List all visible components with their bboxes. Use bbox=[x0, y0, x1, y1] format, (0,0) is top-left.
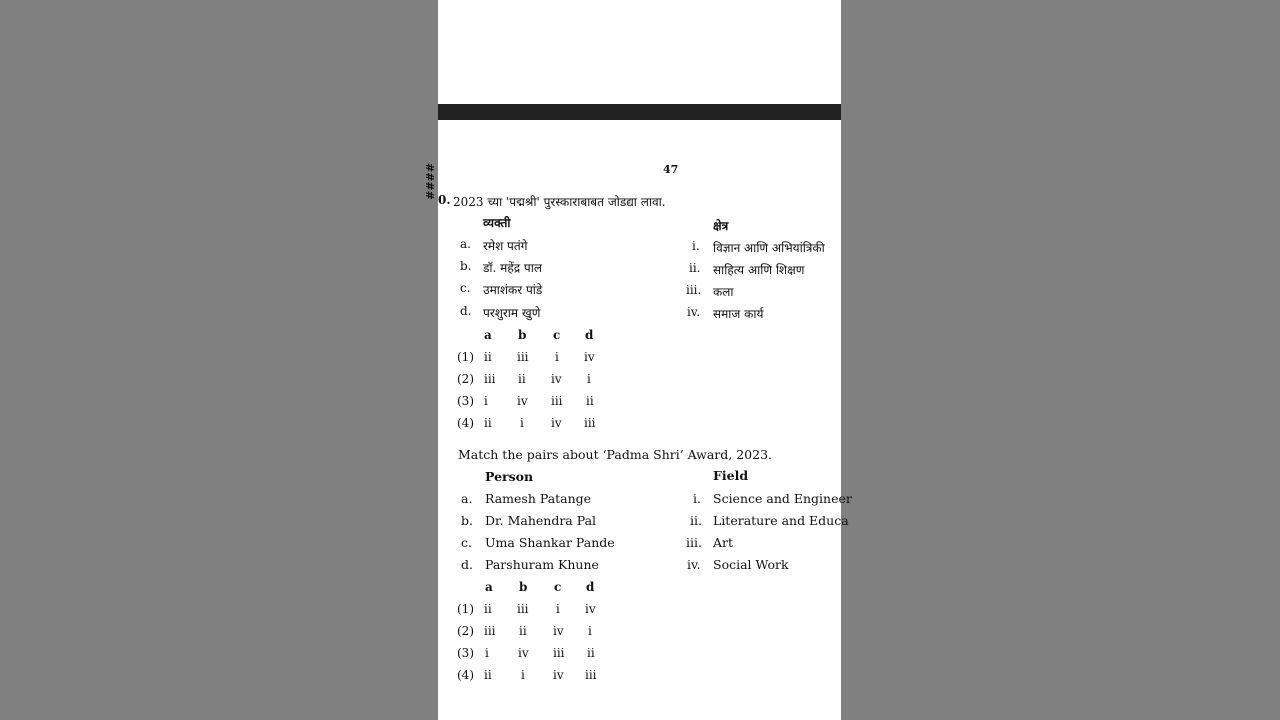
options-header: c bbox=[554, 580, 562, 594]
person-name: उमाशंकर पांडे bbox=[483, 283, 543, 297]
option-value: iv bbox=[553, 668, 564, 682]
option-value: iii bbox=[551, 394, 563, 408]
option-value: iii bbox=[585, 668, 597, 682]
field-name: Science and Engineer bbox=[713, 491, 852, 506]
options-header: b bbox=[519, 580, 528, 594]
field-header-english: Field bbox=[713, 468, 749, 483]
field-name: Art bbox=[713, 535, 734, 550]
person-name: Ramesh Patange bbox=[485, 491, 592, 506]
option-value: iv bbox=[553, 624, 564, 638]
option-value: iii bbox=[584, 416, 596, 430]
person-name: Uma Shankar Pande bbox=[485, 535, 615, 550]
field-numeral: iii. bbox=[686, 535, 702, 550]
option-value: ii bbox=[519, 624, 527, 638]
option-value: iii bbox=[484, 372, 496, 386]
field-name: कला bbox=[713, 285, 734, 299]
option-value: i bbox=[588, 624, 592, 638]
option-value: ii bbox=[484, 416, 492, 430]
option-value: iv bbox=[517, 394, 528, 408]
person-letter: b. bbox=[460, 259, 472, 273]
option-value: iv bbox=[551, 416, 562, 430]
option-value: ii bbox=[587, 646, 595, 660]
option-label: (1) bbox=[457, 350, 474, 364]
field-header-marathi: क्षेत्र bbox=[713, 219, 729, 233]
option-label: (3) bbox=[457, 394, 474, 408]
question-marathi: 2023 च्या 'पद्मश्री' पुरस्काराबाबत जोडद्या लावा. bbox=[453, 195, 666, 209]
person-letter: d. bbox=[461, 557, 473, 572]
exam-page bbox=[423, 0, 852, 720]
page-number: 47 bbox=[663, 163, 679, 176]
option-value: i bbox=[520, 416, 524, 430]
option-value: iv bbox=[585, 602, 596, 616]
field-numeral: iv. bbox=[687, 305, 701, 319]
option-value: ii bbox=[484, 668, 492, 682]
option-label: (2) bbox=[457, 624, 474, 638]
option-label: (1) bbox=[457, 602, 474, 616]
option-value: ii bbox=[518, 372, 526, 386]
field-name: विज्ञान आणि अभियांत्रिकी bbox=[713, 241, 825, 255]
field-numeral: i. bbox=[693, 491, 701, 506]
option-value: iii bbox=[517, 350, 529, 364]
option-value: iii bbox=[517, 602, 529, 616]
person-header-marathi: व्यक्ती bbox=[483, 216, 511, 230]
person-name: रमेश पतंगे bbox=[483, 239, 528, 253]
option-value: ii bbox=[484, 602, 492, 616]
person-letter: a. bbox=[461, 491, 473, 506]
person-letter: c. bbox=[460, 281, 471, 295]
field-name: साहित्य आणि शिक्षण bbox=[713, 263, 805, 277]
field-name: समाज कार्य bbox=[713, 307, 764, 321]
person-letter: c. bbox=[461, 535, 472, 550]
option-label: (2) bbox=[457, 372, 474, 386]
option-value: iv bbox=[551, 372, 562, 386]
person-letter: d. bbox=[460, 304, 472, 318]
option-value: iii bbox=[553, 646, 565, 660]
field-name: Social Work bbox=[713, 557, 789, 572]
options-header: a bbox=[485, 580, 493, 594]
scan-dark-band bbox=[438, 104, 841, 120]
person-header-english: Person bbox=[485, 469, 534, 484]
options-header: c bbox=[553, 328, 561, 342]
person-name: डॉ. महेंद्र पाल bbox=[483, 261, 542, 275]
option-value: ii bbox=[586, 394, 594, 408]
field-numeral: ii. bbox=[689, 261, 701, 275]
field-numeral: ii. bbox=[690, 513, 702, 528]
field-numeral: i. bbox=[692, 239, 700, 253]
option-value: i bbox=[555, 350, 559, 364]
person-name: Parshuram Khune bbox=[485, 557, 599, 572]
person-name: परशुराम खुणे bbox=[483, 306, 541, 320]
option-value: i bbox=[587, 372, 591, 386]
options-header: b bbox=[518, 328, 527, 342]
option-value: iv bbox=[584, 350, 595, 364]
options-header: a bbox=[484, 328, 492, 342]
options-header: d bbox=[585, 328, 594, 342]
options-header: d bbox=[586, 580, 595, 594]
option-value: i bbox=[485, 646, 489, 660]
field-name: Literature and Educa bbox=[713, 513, 849, 528]
side-mark: #### bbox=[423, 163, 436, 200]
question-number: 0. bbox=[438, 193, 451, 207]
field-numeral: iii. bbox=[686, 283, 702, 297]
option-label: (4) bbox=[457, 416, 474, 430]
option-label: (3) bbox=[457, 646, 474, 660]
person-name: Dr. Mahendra Pal bbox=[485, 513, 597, 528]
option-value: ii bbox=[484, 350, 492, 364]
option-value: i bbox=[521, 668, 525, 682]
person-letter: a. bbox=[460, 237, 471, 251]
field-numeral: iv. bbox=[687, 557, 701, 572]
option-value: i bbox=[484, 394, 488, 408]
option-label: (4) bbox=[457, 668, 474, 682]
option-value: iv bbox=[518, 646, 529, 660]
option-value: i bbox=[556, 602, 560, 616]
question-english: Match the pairs about ‘Padma Shri’ Award, 2023. bbox=[458, 447, 773, 462]
person-letter: b. bbox=[461, 513, 473, 528]
option-value: iii bbox=[484, 624, 496, 638]
